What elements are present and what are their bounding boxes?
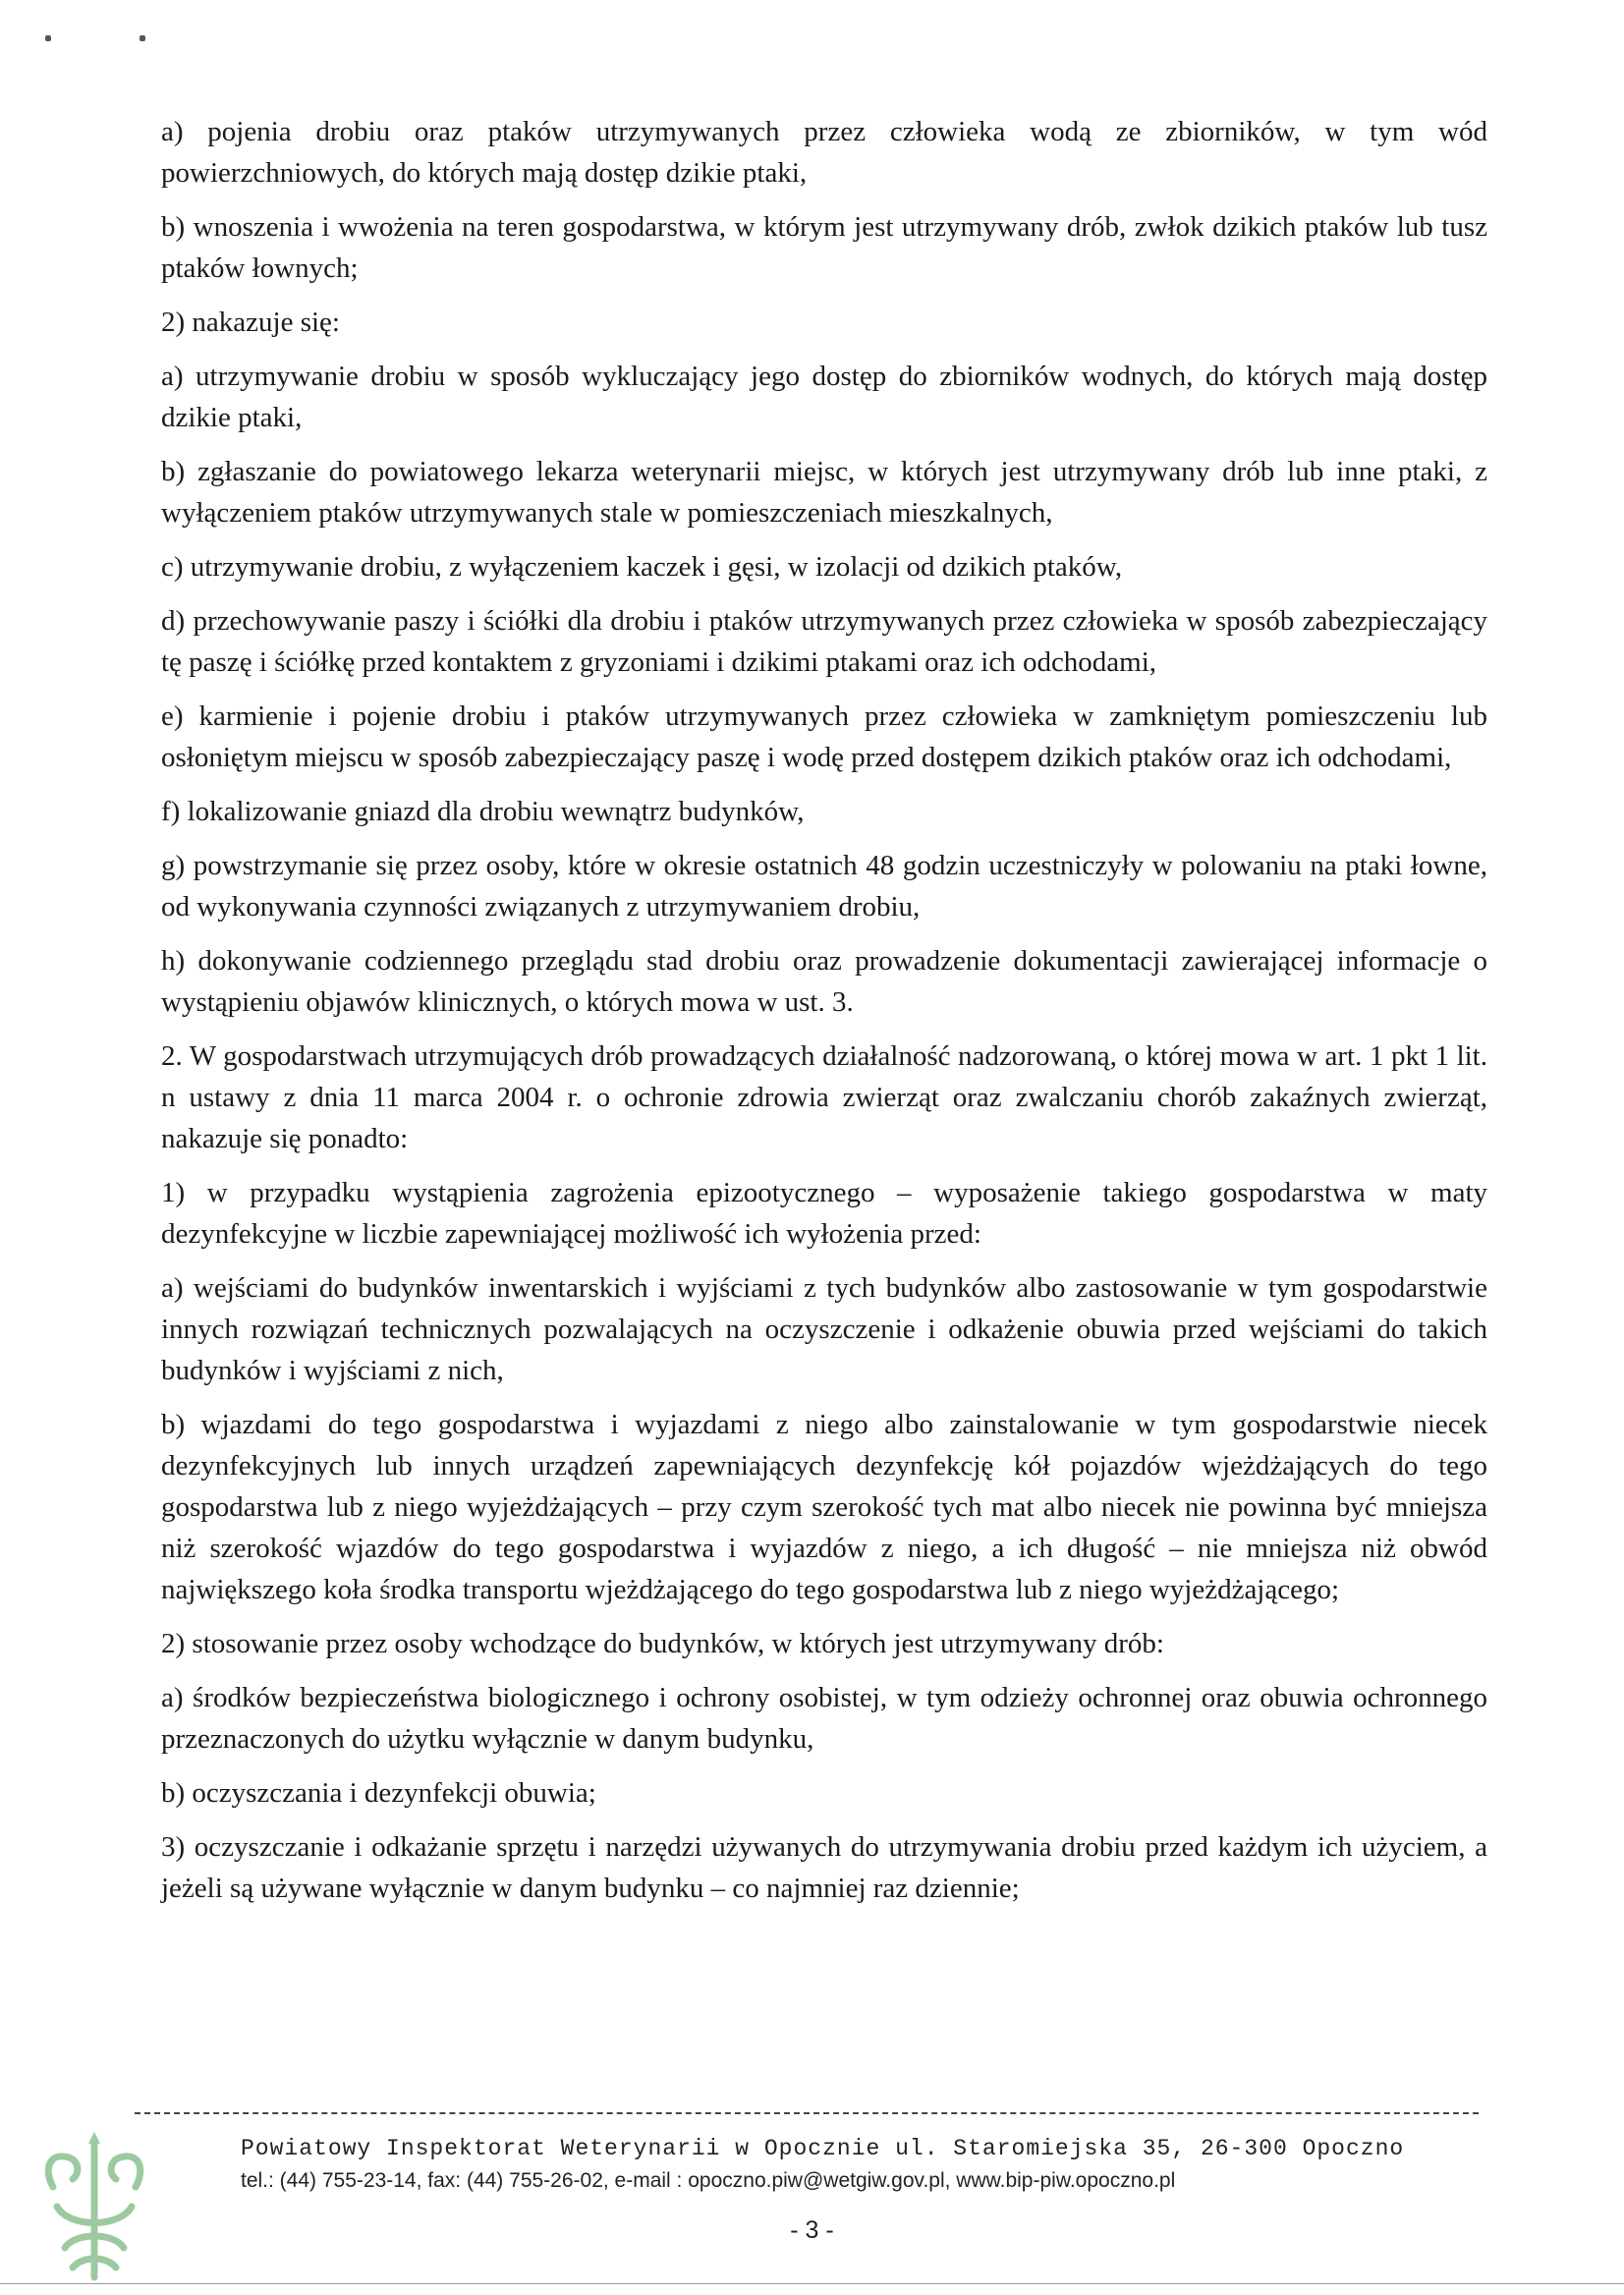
paragraph: b) wnoszenia i wwożenia na teren gospodarstwa, w którym jest utrzymywany drób, zwłok dzikich ptaków lub tusz ptaków łownych; xyxy=(161,211,1487,284)
page-footer xyxy=(0,2093,1624,2295)
paragraph: 3) oczyszczanie i odkażanie sprzętu i narzędzi używanych do utrzymywania drobiu przed każdym ich użyciem, a jeżeli są używane wyłącznie w danym budynku – co najmniej raz dziennie; xyxy=(161,1831,1487,1904)
paragraph: 2) nakazuje się: xyxy=(161,307,340,338)
bottom-edge-line xyxy=(0,2283,1624,2284)
paragraph: 1) w przypadku wystąpienia zagrożenia epizootycznego – wyposażenie takiego gospodarstwa w maty dezynfekcyjne w liczbie zapewniającej możliwość ich wyłożenia przed: xyxy=(161,1177,1487,1250)
scan-dot xyxy=(45,35,51,41)
paragraph: b) zgłaszanie do powiatowego lekarza weterynarii miejsc, w których jest utrzymywany drób lub inne ptaki, z wyłączeniem ptaków utrzymywanych stale w pomieszczeniach mieszkalnych, xyxy=(161,456,1487,529)
paragraph: a) wejściami do budynków inwentarskich i wyjściami z tych budynków albo zastosowanie w tym gospodarstwie innych rozwiązań technicznych pozwalających na oczyszczenie i odkażenie obuwia przed wejściami do takich budynków i wyjściami z nich, xyxy=(161,1272,1487,1386)
paragraph: a) utrzymywanie drobiu w sposób wykluczający jego dostęp do zbiorników wodnych, do których mają dostęp dzikie ptaki, xyxy=(161,361,1487,433)
document-body xyxy=(161,111,1487,1922)
paragraph: g) powstrzymanie się przez osoby, które w okresie ostatnich 48 godzin uczestniczyły w polowaniu na ptaki łowne, od wykonywania czynności związanych z utrzymywaniem drobiu, xyxy=(161,850,1487,923)
paragraph: d) przechowywanie paszy i ściółki dla drobiu i ptaków utrzymywanych przez człowieka w sposób zabezpieczający tę paszę i ściółkę przed kontaktem z gryzoniami i dzikimi ptakami oraz ich odchodami, xyxy=(161,605,1487,678)
footer-contact: tel.: (44) 755-23-14, fax: (44) 755-26-02, e-mail : opoczno.piw@wetgiw.gov.pl, www.bip-piw.opoczno.pl xyxy=(241,2169,1176,2192)
veterinary-caduceus-logo-icon xyxy=(35,2130,153,2287)
page-number: - 3 - xyxy=(790,2216,834,2244)
paragraph: c) utrzymywanie drobiu, z wyłączeniem kaczek i gęsi, w izolacji od dzikich ptaków, xyxy=(161,551,1123,583)
paragraph: a) środków bezpieczeństwa biologicznego i ochrony osobistej, w tym odzieży ochronnej oraz obuwia ochronnego przeznaczonych do użytku wyłącznie w danym budynku, xyxy=(161,1682,1487,1755)
paragraph: e) karmienie i pojenie drobiu i ptaków utrzymywanych przez człowieka w zamkniętym pomieszczeniu lub osłoniętym miejscu w sposób zabezpieczający paszę i wodę przed dostępem dzikich ptaków oraz ich odchodami, xyxy=(161,700,1487,773)
scan-dot xyxy=(140,35,145,41)
paragraph: b) oczyszczania i dezynfekcji obuwia; xyxy=(161,1777,596,1809)
paragraph: h) dokonywanie codziennego przeglądu stad drobiu oraz prowadzenie dokumentacji zawierającej informacje o wystąpieniu objawów klinicznych, o których mowa w ust. 3. xyxy=(161,945,1487,1018)
paragraph: 2) stosowanie przez osoby wchodzące do budynków, w których jest utrzymywany drób: xyxy=(161,1628,1164,1659)
footer-address: Powiatowy Inspektorat Weterynarii w Opocznie ul. Staromiejska 35, 26-300 Opoczno xyxy=(241,2136,1405,2161)
paragraph: f) lokalizowanie gniazd dla drobiu wewnątrz budynków, xyxy=(161,796,805,827)
paragraph: a) pojenia drobiu oraz ptaków utrzymywanych przez człowieka wodą ze zbiorników, w tym wód powierzchniowych, do których mają dostęp dzikie ptaki, xyxy=(161,116,1487,189)
paragraph: b) wjazdami do tego gospodarstwa i wyjazdami z niego albo zainstalowanie w tym gospodarstwie niecek dezynfekcyjnych lub innych urządzeń zapewniających dezynfekcję kół pojazdów wjeżdżających do tego gospodarstwa lub z niego wyjeżdżających – przy czym szerokość tych mat albo niecek nie powinna być mniejsza niż szerokość wjazdów do tego gospodarstwa i wyjazdów z niego, a ich długość – nie mniejsza niż obwód największego koła środka transportu wjeżdżającego do tego gospodarstwa lub z niego wyjeżdżającego; xyxy=(161,1409,1487,1605)
footer-divider xyxy=(135,2112,1479,2114)
paragraph: 2. W gospodarstwach utrzymujących drób prowadzących działalność nadzorowaną, o której mowa w art. 1 pkt 1 lit. n ustawy z dnia 11 marca 2004 r. o ochronie zdrowia zwierząt oraz zwalczaniu chorób zakaźnych zwierząt, nakazuje się ponadto: xyxy=(161,1040,1487,1154)
